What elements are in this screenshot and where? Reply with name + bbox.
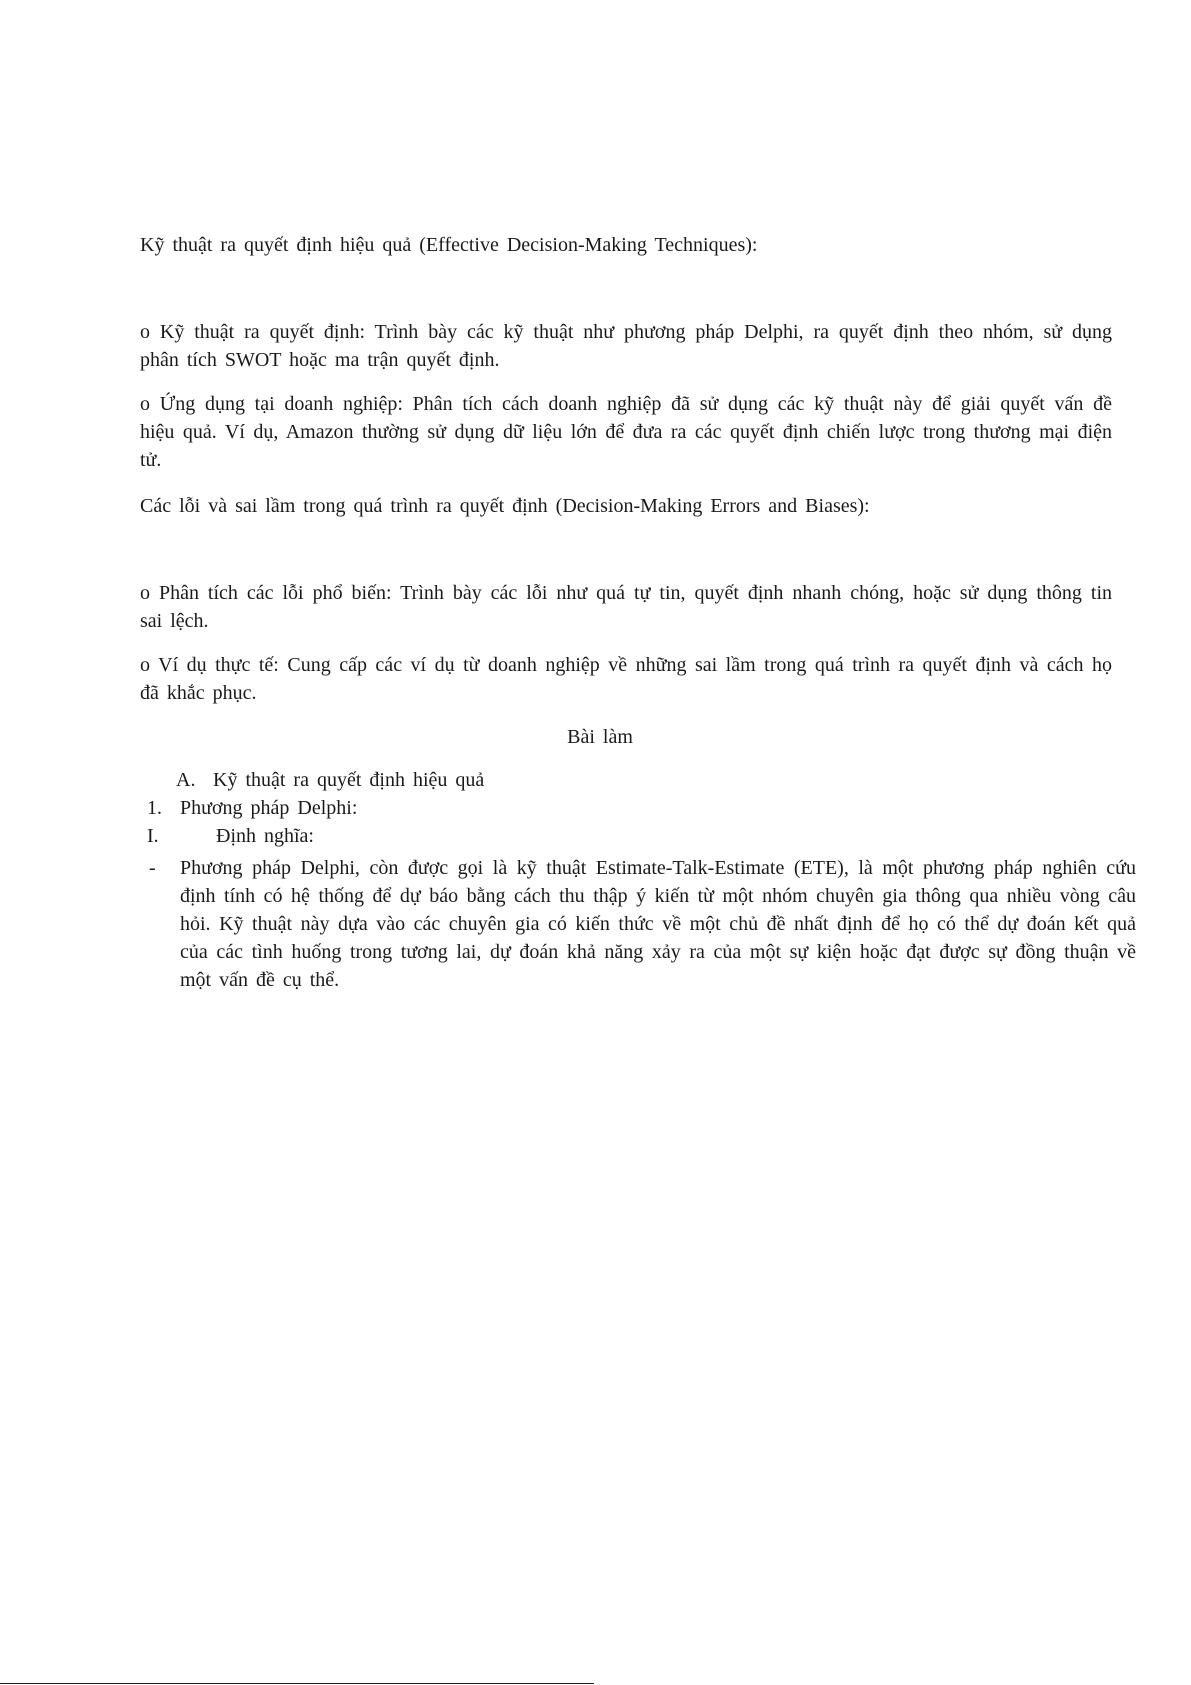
techniques-item-2: o Ứng dụng tại doanh nghiệp: Phân tích cách doanh nghiệp đã sử dụng các kỹ thuật này để giải quyết vấn đề hiệu quả. Ví dụ, Amazon thường sử dụng dữ liệu lớn để đưa ra các quyết định chiến lược trong thương mại điện tử. — [140, 393, 1112, 471]
section-a-title: Kỹ thuật ra quyết định hiệu quả — [213, 769, 485, 791]
answer-title: Bài làm — [567, 726, 633, 748]
footnote-rule — [0, 1683, 594, 1684]
errors-item-1: o Phân tích các lỗi phổ biến: Trình bày các lỗi như quá tự tin, quyết định nhanh chóng, hoặc sử dụng thông tin sai lệch. — [140, 582, 1112, 632]
errors-heading: Các lỗi và sai lầm trong quá trình ra quyết định (Decision-Making Errors and Biases): — [140, 495, 870, 517]
bullet-marker: - — [149, 857, 156, 879]
item-I-marker: I. — [147, 825, 159, 847]
item-1-marker: 1. — [147, 797, 162, 819]
item-I-title: Định nghĩa: — [216, 825, 314, 847]
section-a-marker: A. — [176, 769, 196, 791]
errors-item-2: o Ví dụ thực tế: Cung cấp các ví dụ từ doanh nghiệp về những sai lầm trong quá trình ra quyết định và cách họ đã khắc phục. — [140, 654, 1112, 704]
techniques-item-1: o Kỹ thuật ra quyết định: Trình bày các kỹ thuật như phương pháp Delphi, ra quyết định theo nhóm, sử dụng phân tích SWOT hoặc ma trận quyết định. — [140, 321, 1112, 371]
definition-text: Phương pháp Delphi, còn được gọi là kỹ thuật Estimate-Talk-Estimate (ETE), là một phương pháp nghiên cứu định tính có hệ thống để dự báo bằng cách thu thập ý kiến từ một nhóm chuyên gia thông qua nhiều vòng câu hỏi. Kỹ thuật này dựa vào các chuyên gia có kiến thức về một chủ đề nhất định để họ có thể dự đoán kết quả của các tình huống trong tương lai, dự đoán khả năng xảy ra của một sự kiện hoặc đạt được sự đồng thuận về một vấn đề cụ thể. — [180, 857, 1136, 991]
item-1-title: Phương pháp Delphi: — [180, 797, 358, 819]
techniques-heading: Kỹ thuật ra quyết định hiệu quả (Effective Decision-Making Techniques): — [140, 234, 758, 256]
